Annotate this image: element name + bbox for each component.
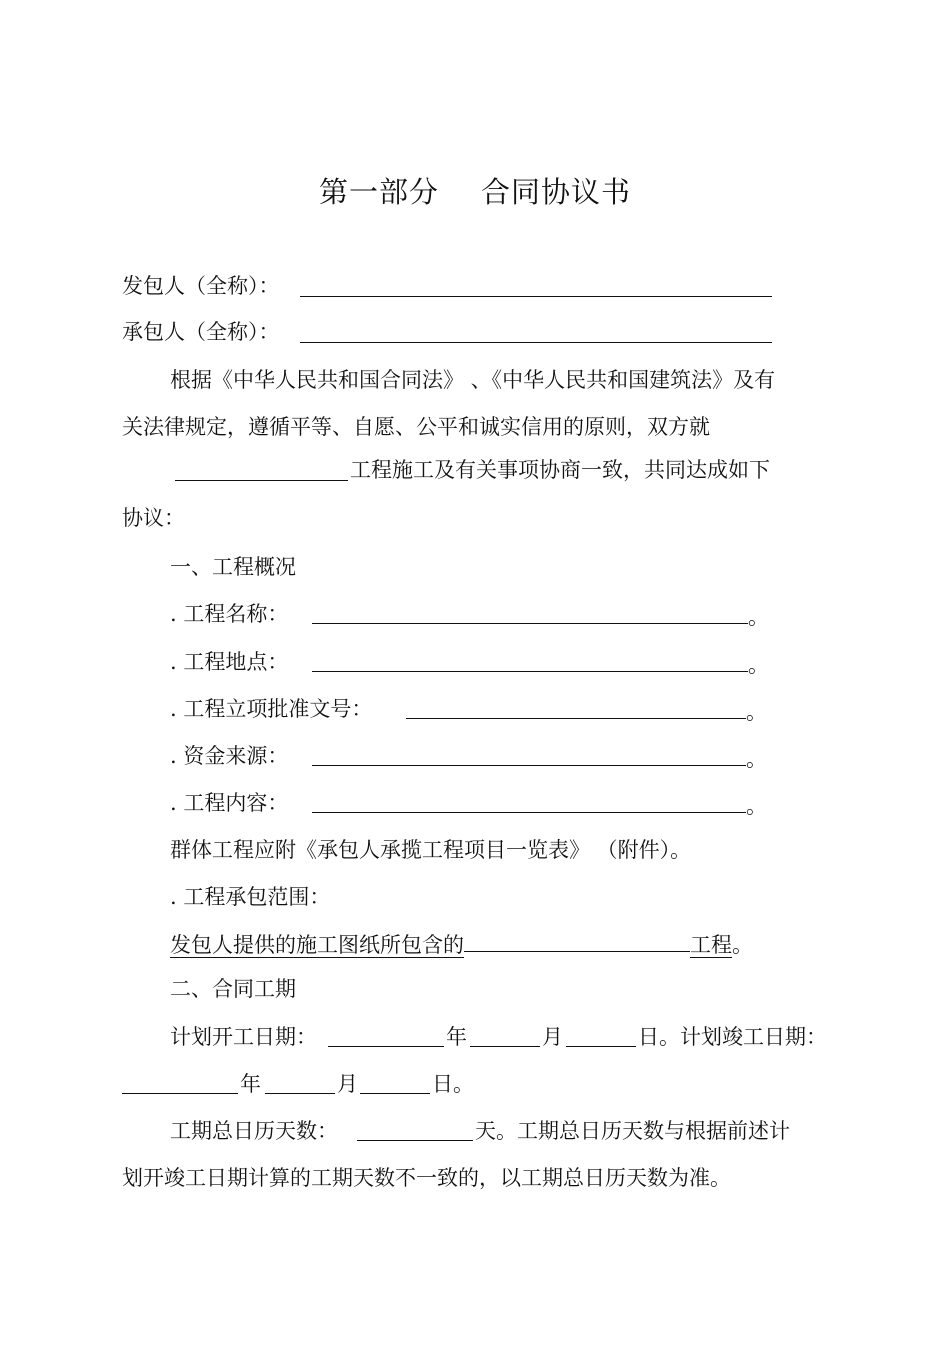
employer-blank[interactable] — [300, 274, 772, 297]
total-days-label: 工期总日历天数： — [170, 1119, 338, 1143]
item-project-location-blank[interactable] — [312, 649, 748, 672]
start-year-blank[interactable] — [328, 1024, 444, 1047]
contractor-blank[interactable] — [300, 320, 772, 343]
end-date-label: 计划竣工日期： — [680, 1025, 827, 1049]
scope-text: 发包人提供的施工图纸所包含的 — [170, 933, 464, 957]
start-year-unit: 年 — [446, 1025, 467, 1049]
end-day-blank[interactable] — [360, 1071, 430, 1094]
contractor-row — [122, 318, 280, 346]
preamble-line-4: 协议： — [122, 506, 185, 530]
scope-row — [170, 929, 753, 959]
title-name: 合同协议书 — [481, 175, 632, 209]
project-name-blank[interactable] — [175, 458, 348, 481]
item-project-name-label: . 工程名称： — [170, 602, 289, 626]
end-month-unit: 月 — [337, 1072, 358, 1096]
start-month-blank[interactable] — [470, 1024, 540, 1047]
scope-suffix: 工程 — [690, 933, 732, 957]
item-funding-end: 。 — [746, 747, 767, 771]
employer-row — [122, 272, 280, 300]
item-project-name-blank[interactable] — [312, 601, 748, 624]
item-project-location-label: . 工程地点： — [170, 650, 289, 674]
section1-heading: 一、工程概况 — [170, 555, 296, 579]
item-approval-number-label: . 工程立项批准文号： — [170, 697, 373, 721]
item-project-name-end: 。 — [748, 605, 769, 629]
total-days-blank[interactable] — [357, 1118, 473, 1141]
item-content-label: . 工程内容： — [170, 791, 289, 815]
end-day-unit: 日。 — [432, 1072, 474, 1096]
preamble-line-2: 关法律规定，遵循平等、自愿、公平和诚实信用的原则，双方就 — [122, 415, 710, 439]
item-approval-number-blank[interactable] — [406, 696, 746, 719]
preamble-line-3: 工程施工及有关事项协商一致，共同达成如下 — [350, 458, 770, 482]
preamble-line-1: 根据《中华人民共和国合同法》 、《中华人民共和国建筑法》及有 — [170, 368, 776, 392]
item-content-blank[interactable] — [312, 790, 746, 813]
page-title — [0, 174, 950, 210]
item-content-end: 。 — [746, 794, 767, 818]
contractor-label: 承包人（全称）： — [122, 320, 280, 344]
start-day-unit: 日。 — [638, 1025, 680, 1049]
scope-label: . 工程承包范围： — [170, 885, 331, 909]
end-month-blank[interactable] — [265, 1071, 335, 1094]
item-funding-label: . 资金来源： — [170, 744, 289, 768]
scope-blank[interactable] — [464, 929, 690, 952]
end-year-unit: 年 — [240, 1072, 261, 1096]
title-part: 第一部分 — [318, 175, 439, 209]
item-funding-blank[interactable] — [312, 743, 746, 766]
start-day-blank[interactable] — [566, 1024, 636, 1047]
section2-heading: 二、合同工期 — [170, 977, 296, 1001]
scope-end: 。 — [732, 933, 753, 957]
start-date-label: 计划开工日期： — [170, 1025, 317, 1049]
end-year-blank[interactable] — [122, 1071, 238, 1094]
group-project-note: 群体工程应附《承包人承揽工程项目一览表》 （附件）。 — [170, 838, 692, 862]
start-month-unit: 月 — [542, 1025, 563, 1049]
total-days-line-2: 划开竣工日期计算的工期天数不一致的，以工期总日历天数为准。 — [122, 1166, 731, 1190]
item-approval-number-end: 。 — [746, 700, 767, 724]
total-days-suffix: 天。工期总日历天数与根据前述计 — [475, 1119, 790, 1143]
employer-label: 发包人（全称）： — [122, 274, 280, 298]
item-project-location-end: 。 — [748, 653, 769, 677]
